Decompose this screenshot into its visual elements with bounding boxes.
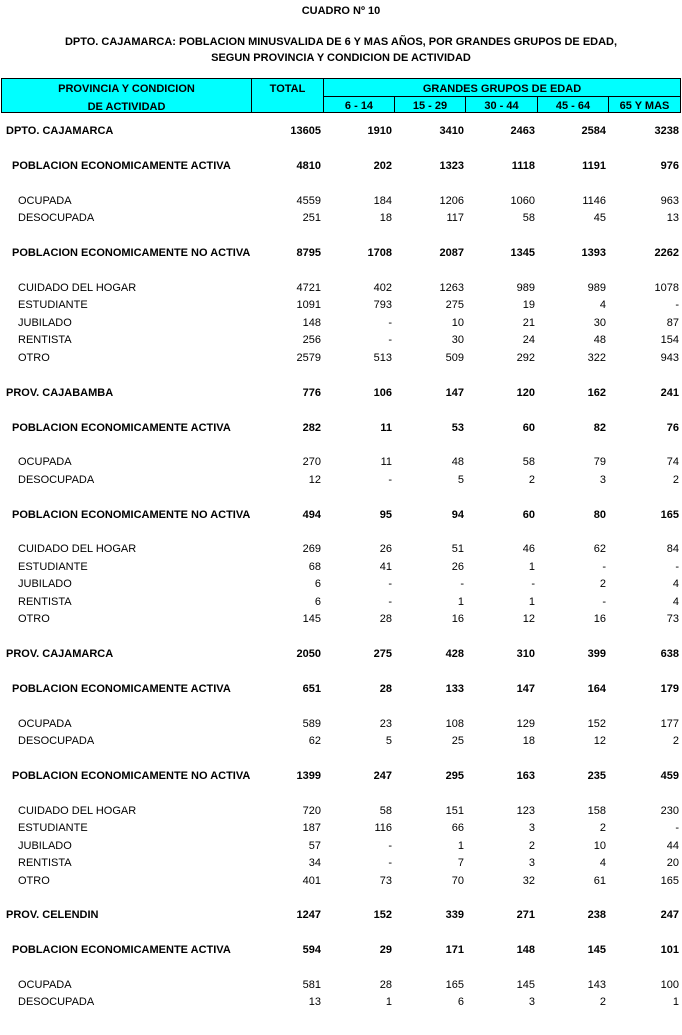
cell-age-30-44: 32 [522, 875, 535, 887]
cell-age-6-14: - [388, 857, 392, 869]
cell-age-6-14: 152 [373, 909, 392, 921]
cell-age-65-mas: 76 [666, 422, 679, 434]
cell-age-30-44: 3 [528, 822, 535, 834]
cell-age-15-29: 1263 [439, 282, 464, 294]
cell-age-15-29: - [460, 578, 464, 590]
table-row [0, 716, 682, 733]
cell-age-30-44: 1345 [510, 247, 535, 259]
table-row [0, 576, 682, 593]
row-label: OTRO [18, 875, 50, 887]
cell-age-65-mas: - [675, 299, 679, 311]
cell-age-30-44: 2 [528, 840, 535, 852]
cell-age-15-29: 295 [445, 770, 464, 782]
header-province-line-1: PROVINCIA Y CONDICION [58, 83, 195, 95]
cell-total: 62 [308, 735, 321, 747]
row-label: DESOCUPADA [18, 735, 95, 747]
cell-total: 13 [308, 996, 321, 1008]
cell-total: 251 [302, 212, 321, 224]
cell-age-30-44: 21 [522, 317, 535, 329]
cell-age-45-64: 48 [593, 334, 606, 346]
cell-age-65-mas: 241 [660, 387, 679, 399]
table-row [0, 123, 682, 140]
row-label: POBLACION ECONOMICAMENTE ACTIVA [12, 683, 231, 695]
cell-age-45-64: 30 [593, 317, 606, 329]
cell-age-65-mas: - [675, 822, 679, 834]
cell-total: 13605 [290, 125, 321, 137]
cell-age-30-44: 12 [522, 613, 535, 625]
table-title-line-1: DPTO. CAJAMARCA: POBLACION MINUSVALIDA DE 6 Y MAS AÑOS, POR GRANDES GRUPOS DE EDAD, [64, 36, 618, 48]
cell-age-65-mas: 165 [660, 509, 679, 521]
cell-age-65-mas: 230 [660, 805, 679, 817]
cell-age-45-64: 145 [587, 944, 606, 956]
cell-total: 776 [302, 387, 321, 399]
cell-age-45-64: 4 [599, 857, 606, 869]
header-age-2: 15 - 29 [412, 100, 448, 112]
cell-age-65-mas: 177 [660, 718, 679, 730]
cell-age-45-64: - [602, 561, 606, 573]
cell-total: 2050 [296, 648, 321, 660]
cell-age-45-64: 3 [599, 474, 606, 486]
cell-age-15-29: 51 [451, 543, 464, 555]
cell-age-65-mas: 84 [666, 543, 679, 555]
cell-total: 401 [302, 875, 321, 887]
row-label: RENTISTA [18, 334, 72, 346]
cell-total: 1399 [296, 770, 321, 782]
table-row [0, 994, 682, 1011]
cell-age-30-44: 3 [528, 857, 535, 869]
cell-total: 145 [302, 613, 321, 625]
cell-age-6-14: 28 [379, 979, 392, 991]
row-label: POBLACION ECONOMICAMENTE ACTIVA [12, 422, 231, 434]
cell-age-45-64: 80 [593, 509, 606, 521]
table-row [0, 280, 682, 297]
cell-age-15-29: 275 [445, 299, 464, 311]
cell-age-15-29: 339 [445, 909, 464, 921]
cell-age-65-mas: - [675, 561, 679, 573]
table-row [0, 541, 682, 558]
table-row [0, 350, 682, 367]
cell-total: 494 [302, 509, 321, 521]
cell-total: 256 [302, 334, 321, 346]
header-age-1: 6 - 14 [344, 100, 374, 112]
table-row [0, 420, 682, 437]
cell-age-65-mas: 87 [666, 317, 679, 329]
cell-age-30-44: 18 [522, 735, 535, 747]
cell-age-65-mas: 154 [660, 334, 679, 346]
row-label: RENTISTA [18, 857, 72, 869]
row-label: PROV. CAJABAMBA [6, 387, 114, 399]
table-row [0, 907, 682, 924]
table-row [0, 803, 682, 820]
cell-total: 12 [308, 474, 321, 486]
cell-age-30-44: 58 [522, 456, 535, 468]
cell-age-6-14: 202 [373, 160, 392, 172]
cell-age-65-mas: 4 [672, 578, 679, 590]
row-label: CUIDADO DEL HOGAR [18, 282, 137, 294]
cell-age-6-14: 23 [379, 718, 392, 730]
table-row [0, 454, 682, 471]
row-label: PROV. CELENDIN [6, 909, 99, 921]
cell-age-45-64: 45 [593, 212, 606, 224]
cell-age-30-44: 989 [516, 282, 535, 294]
table-title-line-2: SEGUN PROVINCIA Y CONDICION DE ACTIVIDAD [211, 52, 471, 64]
cell-age-30-44: 310 [516, 648, 535, 660]
table-row [0, 838, 682, 855]
cell-age-6-14: - [388, 474, 392, 486]
cell-total: 269 [302, 543, 321, 555]
cell-age-15-29: 171 [445, 944, 464, 956]
cell-age-6-14: - [388, 596, 392, 608]
row-label: CUIDADO DEL HOGAR [18, 805, 137, 817]
cell-age-45-64: 164 [587, 683, 606, 695]
header-province-line-2: DE ACTIVIDAD [87, 101, 166, 113]
cell-age-45-64: 79 [593, 456, 606, 468]
row-label: OCUPADA [18, 979, 72, 991]
cell-age-6-14: 116 [374, 822, 392, 834]
cell-age-30-44: 60 [522, 422, 535, 434]
cell-age-15-29: 10 [451, 317, 464, 329]
cell-age-45-64: 238 [587, 909, 606, 921]
cell-age-65-mas: 74 [666, 456, 679, 468]
cell-age-15-29: 509 [445, 352, 464, 364]
cell-age-45-64: 10 [593, 840, 606, 852]
cell-age-6-14: 5 [385, 735, 392, 747]
table-row [0, 646, 682, 663]
cell-total: 6 [314, 596, 321, 608]
cell-age-65-mas: 13 [666, 212, 679, 224]
table-row [0, 594, 682, 611]
table-row [0, 472, 682, 489]
cell-age-15-29: 94 [451, 509, 464, 521]
cell-age-30-44: 24 [522, 334, 535, 346]
header-total: TOTAL [269, 83, 306, 95]
cell-age-30-44: - [531, 578, 535, 590]
row-label: POBLACION ECONOMICAMENTE ACTIVA [12, 160, 231, 172]
cell-age-15-29: 16 [451, 613, 464, 625]
cell-age-6-14: 513 [373, 352, 392, 364]
cell-age-45-64: 2584 [581, 125, 606, 137]
header-age-3: 30 - 44 [484, 100, 519, 112]
cell-age-45-64: 1393 [581, 247, 606, 259]
table-row [0, 942, 682, 959]
cell-age-6-14: 402 [373, 282, 392, 294]
cell-age-6-14: 11 [380, 456, 392, 468]
cell-age-45-64: 12 [593, 735, 606, 747]
cell-age-45-64: 2 [599, 578, 606, 590]
cell-age-15-29: 165 [445, 979, 464, 991]
cell-age-30-44: 163 [516, 770, 535, 782]
cell-age-45-64: 1191 [582, 160, 606, 172]
table-row [0, 385, 682, 402]
cell-age-30-44: 3 [528, 996, 535, 1008]
row-label: OCUPADA [18, 195, 72, 207]
cell-age-65-mas: 2 [672, 474, 679, 486]
cell-age-6-14: 28 [379, 683, 392, 695]
cell-total: 68 [308, 561, 321, 573]
table-row [0, 315, 682, 332]
table-row [0, 245, 682, 262]
cell-age-15-29: 151 [445, 805, 464, 817]
cell-age-6-14: 26 [379, 543, 392, 555]
cell-age-6-14: 58 [379, 805, 392, 817]
cell-age-65-mas: 2 [672, 735, 679, 747]
cell-age-15-29: 133 [445, 683, 464, 695]
cell-age-65-mas: 976 [660, 160, 679, 172]
cell-age-15-29: 30 [451, 334, 464, 346]
cell-age-30-44: 60 [522, 509, 535, 521]
cell-age-65-mas: 20 [666, 857, 679, 869]
cell-age-6-14: 28 [379, 613, 392, 625]
row-label: ESTUDIANTE [18, 561, 88, 573]
table-row [0, 977, 682, 994]
cell-age-65-mas: 4 [672, 596, 679, 608]
cell-age-45-64: 1146 [582, 195, 606, 207]
cell-age-65-mas: 1078 [654, 282, 679, 294]
cell-age-30-44: 19 [522, 299, 535, 311]
cell-age-15-29: 428 [445, 648, 464, 660]
row-label: JUBILADO [18, 840, 72, 852]
cell-age-15-29: 108 [445, 718, 464, 730]
row-label: OTRO [18, 613, 50, 625]
row-label: CUIDADO DEL HOGAR [18, 543, 137, 555]
cell-total: 581 [302, 979, 321, 991]
table-row [0, 297, 682, 314]
table-row [0, 158, 682, 175]
cell-age-6-14: 247 [373, 770, 392, 782]
table-row [0, 768, 682, 785]
cell-age-65-mas: 1 [672, 996, 679, 1008]
row-label: JUBILADO [18, 578, 72, 590]
cell-total: 1247 [296, 909, 321, 921]
cell-age-45-64: 399 [587, 648, 606, 660]
cell-age-65-mas: 3238 [654, 125, 679, 137]
cell-age-45-64: 61 [593, 875, 606, 887]
cell-age-45-64: 4 [599, 299, 606, 311]
cell-age-30-44: 271 [516, 909, 535, 921]
cell-age-6-14: 29 [379, 944, 392, 956]
cell-age-45-64: 989 [587, 282, 606, 294]
cell-age-6-14: 184 [373, 195, 392, 207]
table-row [0, 855, 682, 872]
cell-age-65-mas: 2262 [654, 247, 679, 259]
cell-total: 720 [302, 805, 321, 817]
cell-total: 651 [302, 683, 321, 695]
cell-total: 34 [308, 857, 321, 869]
row-label: OTRO [18, 352, 50, 364]
cell-age-45-64: 2 [599, 996, 606, 1008]
cell-age-15-29: 70 [451, 875, 464, 887]
row-label: ESTUDIANTE [18, 822, 88, 834]
cell-total: 148 [302, 317, 321, 329]
row-label: RENTISTA [18, 596, 72, 608]
cell-age-65-mas: 247 [660, 909, 679, 921]
cell-age-6-14: 18 [379, 212, 392, 224]
row-label: POBLACION ECONOMICAMENTE ACTIVA [12, 944, 231, 956]
table-number: CUADRO Nº 10 [301, 5, 381, 17]
cell-age-30-44: 2463 [510, 125, 535, 137]
cell-age-30-44: 120 [516, 387, 535, 399]
cell-total: 8795 [296, 247, 321, 259]
cell-age-30-44: 145 [516, 979, 535, 991]
cell-age-6-14: 793 [373, 299, 392, 311]
cell-age-65-mas: 165 [660, 875, 679, 887]
cell-age-15-29: 117 [446, 212, 464, 224]
cell-age-6-14: 73 [379, 875, 392, 887]
cell-total: 4721 [296, 282, 321, 294]
cell-total: 57 [308, 840, 321, 852]
cell-age-15-29: 66 [451, 822, 464, 834]
table-row [0, 873, 682, 890]
cell-age-15-29: 147 [445, 387, 464, 399]
cell-age-30-44: 1060 [510, 195, 535, 207]
cell-age-45-64: 62 [593, 543, 606, 555]
row-label: POBLACION ECONOMICAMENTE NO ACTIVA [12, 247, 251, 259]
cell-total: 187 [302, 822, 321, 834]
cell-total: 4810 [296, 160, 321, 172]
cell-total: 594 [302, 944, 321, 956]
cell-age-6-14: 106 [373, 387, 392, 399]
row-label: POBLACION ECONOMICAMENTE NO ACTIVA [12, 770, 251, 782]
table-row [0, 611, 682, 628]
cell-age-6-14: - [388, 334, 392, 346]
cell-age-65-mas: 638 [660, 648, 679, 660]
cell-age-45-64: 322 [587, 352, 606, 364]
cell-total: 2579 [296, 352, 321, 364]
cell-age-30-44: 148 [516, 944, 535, 956]
cell-age-15-29: 26 [451, 561, 464, 573]
cell-total: 4559 [296, 195, 321, 207]
cell-age-6-14: - [388, 840, 392, 852]
cell-age-65-mas: 459 [660, 770, 679, 782]
row-label: PROV. CAJAMARCA [6, 648, 114, 660]
table-row [0, 210, 682, 227]
cell-age-6-14: 11 [380, 422, 392, 434]
cell-age-45-64: 235 [587, 770, 606, 782]
header-age-4: 45 - 64 [555, 100, 591, 112]
cell-age-15-29: 7 [457, 857, 464, 869]
cell-age-6-14: - [388, 317, 392, 329]
cell-total: 1091 [296, 299, 321, 311]
cell-total: 282 [302, 422, 321, 434]
cell-age-45-64: 2 [599, 822, 606, 834]
cell-age-30-44: 2 [528, 474, 535, 486]
cell-age-15-29: 3410 [439, 125, 464, 137]
header-age-5: 65 Y MAS [619, 100, 670, 112]
cell-age-6-14: 1708 [367, 247, 392, 259]
table-row [0, 507, 682, 524]
cell-age-45-64: 162 [587, 387, 606, 399]
cell-age-65-mas: 179 [660, 683, 679, 695]
cell-age-30-44: 147 [516, 683, 535, 695]
cell-age-15-29: 53 [451, 422, 464, 434]
cell-age-65-mas: 943 [660, 352, 679, 364]
cell-age-30-44: 292 [516, 352, 535, 364]
row-label: DPTO. CAJAMARCA [6, 125, 114, 137]
cell-age-30-44: 1 [528, 561, 535, 573]
cell-age-45-64: 158 [587, 805, 606, 817]
cell-age-45-64: 82 [593, 422, 606, 434]
cell-age-6-14: 95 [379, 509, 392, 521]
table-row [0, 681, 682, 698]
cell-age-15-29: 2087 [439, 247, 464, 259]
cell-age-30-44: 123 [516, 805, 535, 817]
cell-age-30-44: 1 [528, 596, 535, 608]
cell-age-15-29: 1 [457, 840, 464, 852]
cell-age-30-44: 129 [516, 718, 535, 730]
cell-age-45-64: 16 [593, 613, 606, 625]
cell-age-6-14: 41 [379, 561, 392, 573]
row-label: POBLACION ECONOMICAMENTE NO ACTIVA [12, 509, 251, 521]
row-label: JUBILADO [18, 317, 72, 329]
cell-age-6-14: 1910 [367, 125, 392, 137]
cell-age-15-29: 6 [457, 996, 464, 1008]
cell-age-15-29: 5 [457, 474, 464, 486]
row-label: OCUPADA [18, 718, 72, 730]
cell-age-65-mas: 100 [660, 979, 679, 991]
row-label: ESTUDIANTE [18, 299, 88, 311]
cell-age-30-44: 58 [522, 212, 535, 224]
cell-total: 589 [302, 718, 321, 730]
row-label: DESOCUPADA [18, 996, 95, 1008]
cell-age-15-29: 25 [451, 735, 464, 747]
cell-age-65-mas: 101 [660, 944, 679, 956]
cell-age-30-44: 46 [522, 543, 535, 555]
header-age-groups: GRANDES GRUPOS DE EDAD [422, 83, 582, 95]
cell-age-65-mas: 963 [660, 195, 679, 207]
cell-total: 6 [314, 578, 321, 590]
row-label: OCUPADA [18, 456, 72, 468]
table-row [0, 193, 682, 210]
cell-age-65-mas: 73 [666, 613, 679, 625]
cell-age-45-64: 143 [587, 979, 606, 991]
cell-age-30-44: 1118 [511, 160, 535, 172]
cell-age-15-29: 48 [451, 456, 464, 468]
cell-age-15-29: 1323 [439, 160, 464, 172]
cell-age-15-29: 1206 [439, 195, 464, 207]
cell-age-15-29: 1 [457, 596, 464, 608]
table-row [0, 559, 682, 576]
cell-total: 270 [302, 456, 321, 468]
table-row [0, 820, 682, 837]
table-row [0, 332, 682, 349]
table-row [0, 733, 682, 750]
cell-age-45-64: 152 [587, 718, 606, 730]
cell-age-6-14: 275 [373, 648, 392, 660]
row-label: DESOCUPADA [18, 212, 95, 224]
row-label: DESOCUPADA [18, 474, 95, 486]
cell-age-6-14: - [388, 578, 392, 590]
cell-age-6-14: 1 [385, 996, 392, 1008]
cell-age-65-mas: 44 [666, 840, 679, 852]
cell-age-45-64: - [602, 596, 606, 608]
